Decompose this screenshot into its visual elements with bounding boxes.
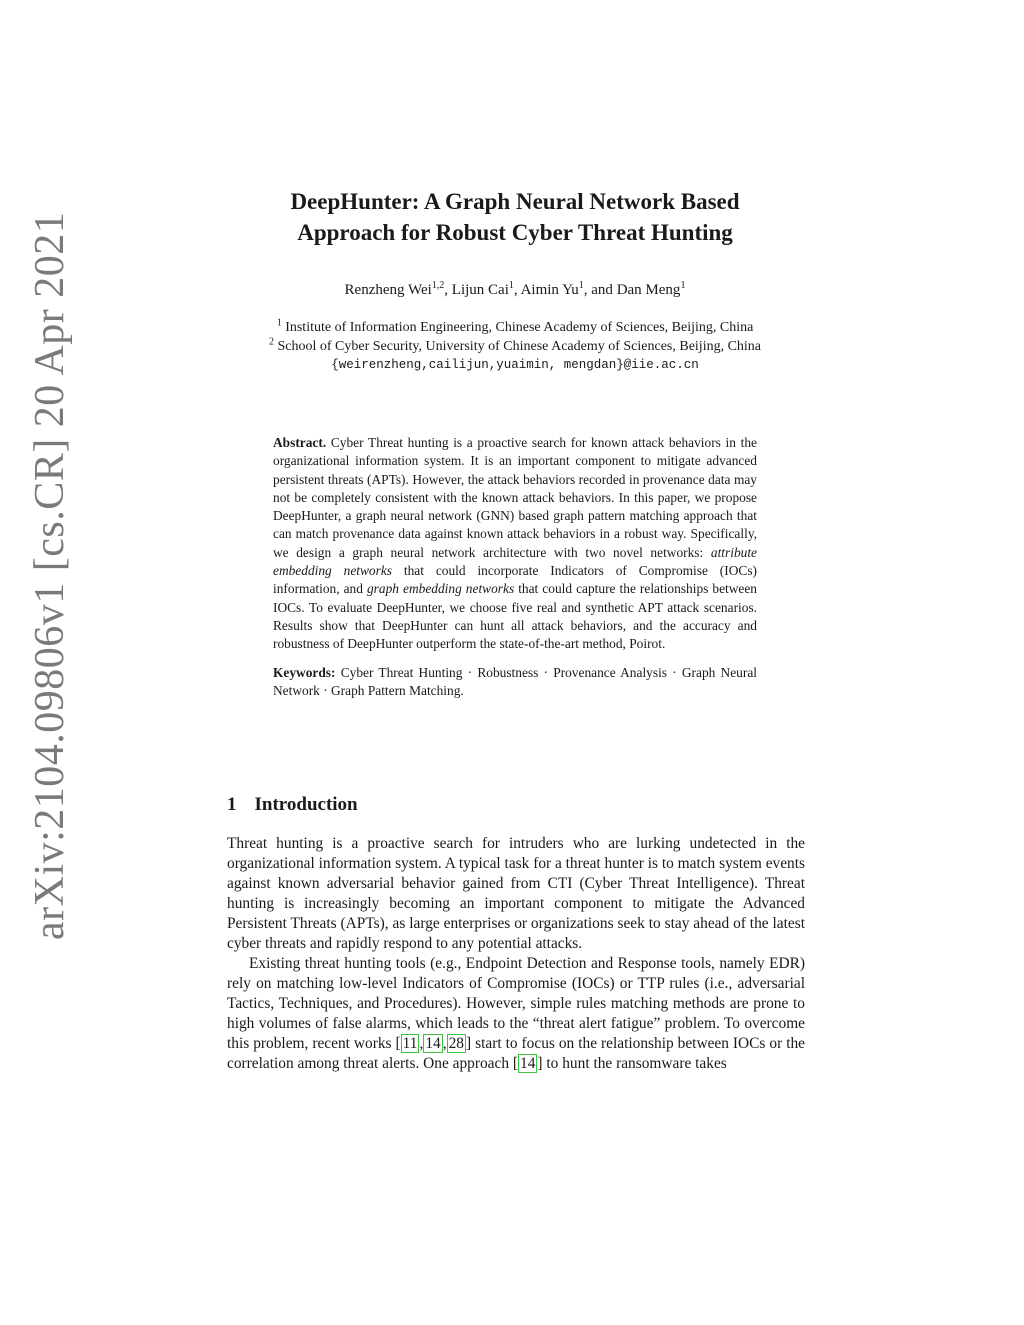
section-heading — [227, 794, 358, 816]
author-affil-mark: 1 — [508, 280, 514, 291]
abstract-emphasis: attribute embedding networks — [273, 544, 757, 579]
author-separator: , — [513, 282, 521, 298]
abstract-label: Abstract. — [273, 435, 327, 450]
title-line-2: Approach for Robust Cyber Threat Hunting — [297, 220, 733, 245]
citation-link[interactable]: 14 — [520, 1055, 536, 1072]
author-name: Lijun Cai — [451, 282, 509, 298]
citation-link[interactable]: 11 — [402, 1035, 418, 1052]
abstract-emphasis: graph embedding networks — [366, 581, 515, 597]
abstract-part: Cyber Threat hunting is a proactive search for known attack behaviors in the organizational information system. It is an important component to mitigate advanced persistent threats (APTs). However, the attack behaviors recorded in provenance data may not be completely consistent with the known attack behaviors. In this paper, we propose DeepHunter, a graph neural network (GNN) based graph pattern matching approach that can match provenance data against known attack behaviors in a robust way. Specifically, we design a graph neural network architecture with two novel networks: — [273, 435, 757, 560]
abstract-part: that could incorporate Indicators of Compromise (IOCs) information, and — [273, 563, 757, 597]
paragraph-part: Existing threat hunting tools (e.g., Endpoint Detection and Response tools, namely EDR) rely on matching low-level Indicators of Compromise (IOCs) or TTP rules (i.e., adversarial Tactics, Techniques, and Procedures). However, simple rules matching methods are prone to high volumes of false alarms, which leads to the “threat alert fatigue” problem. To overcome this problem, recent works — [227, 955, 805, 1052]
keywords — [273, 664, 757, 701]
paragraph-part: start to focus on the relationship between IOCs or the correlation among threat alerts. One approach — [227, 1035, 805, 1072]
paragraph-1: Threat hunting is a proactive search for intruders who are lurking undetected in the organizational information system. A typical task for a threat hunter is to match system events against known adversarial behavior gained from CTI (Cyber Threat Intelligence). Threat hunting is increasingly becoming an important component to mitigate the Advanced Persistent Threats (APTs), as large enterprises or organizations seek to stay ahead of the latest cyber threats and rapidly respond to any potential attacks. — [227, 835, 806, 952]
author-affil-mark: 1 — [680, 280, 686, 291]
affiliation-mark: 1 — [276, 317, 282, 329]
arxiv-identifier-stamp: arXiv:2104.09806v1 [cs.CR] 20 Apr 2021 — [27, 211, 73, 940]
affiliation-mark: 2 — [268, 336, 274, 348]
author-name: Renzheng Wei — [344, 282, 432, 298]
title-line-1: DeepHunter: A Graph Neural Network Based — [290, 189, 740, 214]
author-name: Dan Meng — [616, 282, 681, 298]
author-list — [180, 282, 850, 299]
author-name: Aimin Yu — [520, 282, 579, 298]
author-emails: {weirenzheng,cailijun,yuaimin, mengdan}@iie.ac.cn — [331, 358, 699, 372]
affiliation-text: School of Cyber Security, University of Chinese Academy of Sciences, Beijing, China — [277, 339, 762, 354]
section-number: 1 — [227, 794, 237, 815]
author-separator: , — [444, 282, 452, 298]
author-affil-mark: 1,2 — [431, 280, 445, 291]
keywords-text: Cyber Threat Hunting · Robustness · Provenance Analysis · Graph Neural Network · Graph Pattern Matching. — [273, 664, 757, 698]
affiliation-1 — [225, 318, 805, 337]
author-separator: , and — [583, 282, 617, 298]
body-text — [227, 834, 805, 1074]
citation-link[interactable]: 14 — [425, 1035, 441, 1052]
affiliations — [225, 318, 805, 375]
abstract-block — [273, 434, 757, 700]
affiliation-2 — [225, 337, 805, 356]
section-title: Introduction — [254, 794, 358, 815]
paper-title — [180, 186, 850, 248]
affiliation-text: Institute of Information Engineering, Chinese Academy of Sciences, Beijing, China — [285, 320, 754, 335]
keywords-label: Keywords: — [273, 664, 336, 680]
author-affil-mark: 1 — [578, 280, 584, 291]
paragraph-part: to hunt the ransomware takes — [542, 1055, 727, 1072]
citation-link[interactable]: 28 — [448, 1035, 464, 1052]
abstract-part: that could capture the relationships between IOCs. To evaluate DeepHunter, we choose five real and synthetic APT attack scenarios. Results show that DeepHunter can hunt all attack behaviors, and the accuracy and robustness of DeepHunter outperform the state-of-the-art method, Poirot. — [273, 581, 757, 652]
abstract-text — [273, 434, 757, 654]
paragraph-2: Existing threat hunting tools (e.g., Endpoint Detection and Response tools, namely EDR) rely on matching low-level Indicators of Compromise (IOCs) or TTP rules (i.e., adversarial Tactics, Techniques, and Procedures). However, simple rules matching methods are prone to high volumes of false alarms, which leads to the “threat alert fatigue” problem. To overcome this problem, recent works [ 11 , 14 , 28 ] start to focus on the relationship between IOCs or the correlation among threat alerts. One approach [ 14 ] to hunt the ransomware takes — [227, 955, 805, 1072]
